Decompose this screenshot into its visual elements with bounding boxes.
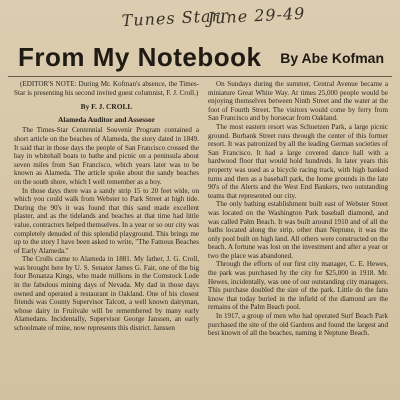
header-rule (8, 76, 392, 77)
left-column (14, 80, 199, 400)
article-paragraph: Through the efforts of our first city manager, C. E. Hewes, the park was purchased by the city for $25,000 in 1918. Mr. Hewes, incidentally, was one of our outstanding city managers. This purchase doubled the size of the park. Little do the fans know that today buried in the infield of the diamond are the remains of the Palm Beach pool. (208, 260, 388, 312)
author-title: Alameda Auditor and Assessor (58, 114, 155, 124)
article-paragraph: The Times-Star Centennial Souvenir Program contained a short article on the beaches of Alameda, the story dated in 1849. It said that in those days the people of San Francisco crossed the bay in whitehall boats to bathe and picnic on a peninsula about seven miles from San Francisco, which years later was to be known as Alameda. The article spoke about the sandy beaches on the south shore, which I well remember as a boy. (14, 126, 199, 186)
article-paragraph: On Sundays during the summer, Central Avenue became a miniature Great White Way. At times 25,000 people would be enjoying themselves between Ninth Street and the water at the foot of Fourth Street. The visitors would come by ferry from San Francisco and by horsecar from Oakland. (208, 80, 388, 123)
article-paragraph: In 1917, a group of men who had operated Surf Beach Park purchased the site of the old Gardens and found the largest and best known of all the beaches, naming it Neptune Beach. (208, 312, 388, 338)
article-paragraph: The most eastern resort was Schuetzen Park, a large picnic ground. Burbank Street runs through the center of this former resort. It was patronized by all the leading German societies of San Francisco. It had a large covered dance hall with a hardwood floor that would hold hundreds. In later years this property was used as a bicycle racing track, with high banked turns and then as a baseball park, the home grounds in the late 90's of the Alerts and the West End Bankers, two outstanding teams that represented our city. (208, 122, 388, 200)
column-title: From My Notebook (18, 42, 262, 72)
column-byline: By Abe Kofman (280, 50, 384, 66)
article-paragraph: The Crolls came to Alameda in 1881. My father, J. G. Croll, was brought here by U. S. Senator James G. Fair, one of the big four Bonanza Kings, who made millions in the Comstock Lode in the fabulous mining days of Nevada. My dad in those days owned and operated a restaurant in Oakland. One of his closest friends was County Supervisor Talcott, a well known dairyman, whose dairy in Fruitvale will be remembered by many early Alamedans. Incidentally, Supervisor George Janssen, an early schoolmate of mine, now represents this district. Janssen (14, 255, 199, 333)
handwritten-publication: Tunes Starr (121, 5, 230, 31)
editor-note: (EDITOR'S NOTE: During Mr. Kofman's absence, the Times-Star is presenting his second invited guest columnist, F. J. Croll.) (14, 80, 199, 97)
right-column (208, 80, 388, 400)
column-header (6, 42, 394, 72)
handwritten-date-note (121, 1, 323, 47)
handwritten-date: June 29-49 (207, 3, 306, 28)
guest-author: By F. J. CROLL (80, 102, 133, 112)
article-paragraph: In those days there was a sandy strip 15 to 20 feet wide, on which you could walk from Webster to Park Street at high tide. During the 90's it was found that this sand made excellent plaster, and as the tidelands and beaches at that time had little value, contractors helped themselves. In a year or so our city was completely denuded of this splendid playground. This brings me up to the story I have been asked to write, "The Famous Beaches of Early Alameda." (14, 186, 199, 255)
article-paragraph: The only bathing establishment built east of Webster Street was located on the Washington Park baseball diamond, and was called Palm Beach. It was built around 1910 and of all the baths located along the strip, other than Neptune, it was the only pool built on high land. All others were constructed on the beach. A fortune was lost on the investment and after a year or two the place was abandoned. (208, 200, 388, 260)
